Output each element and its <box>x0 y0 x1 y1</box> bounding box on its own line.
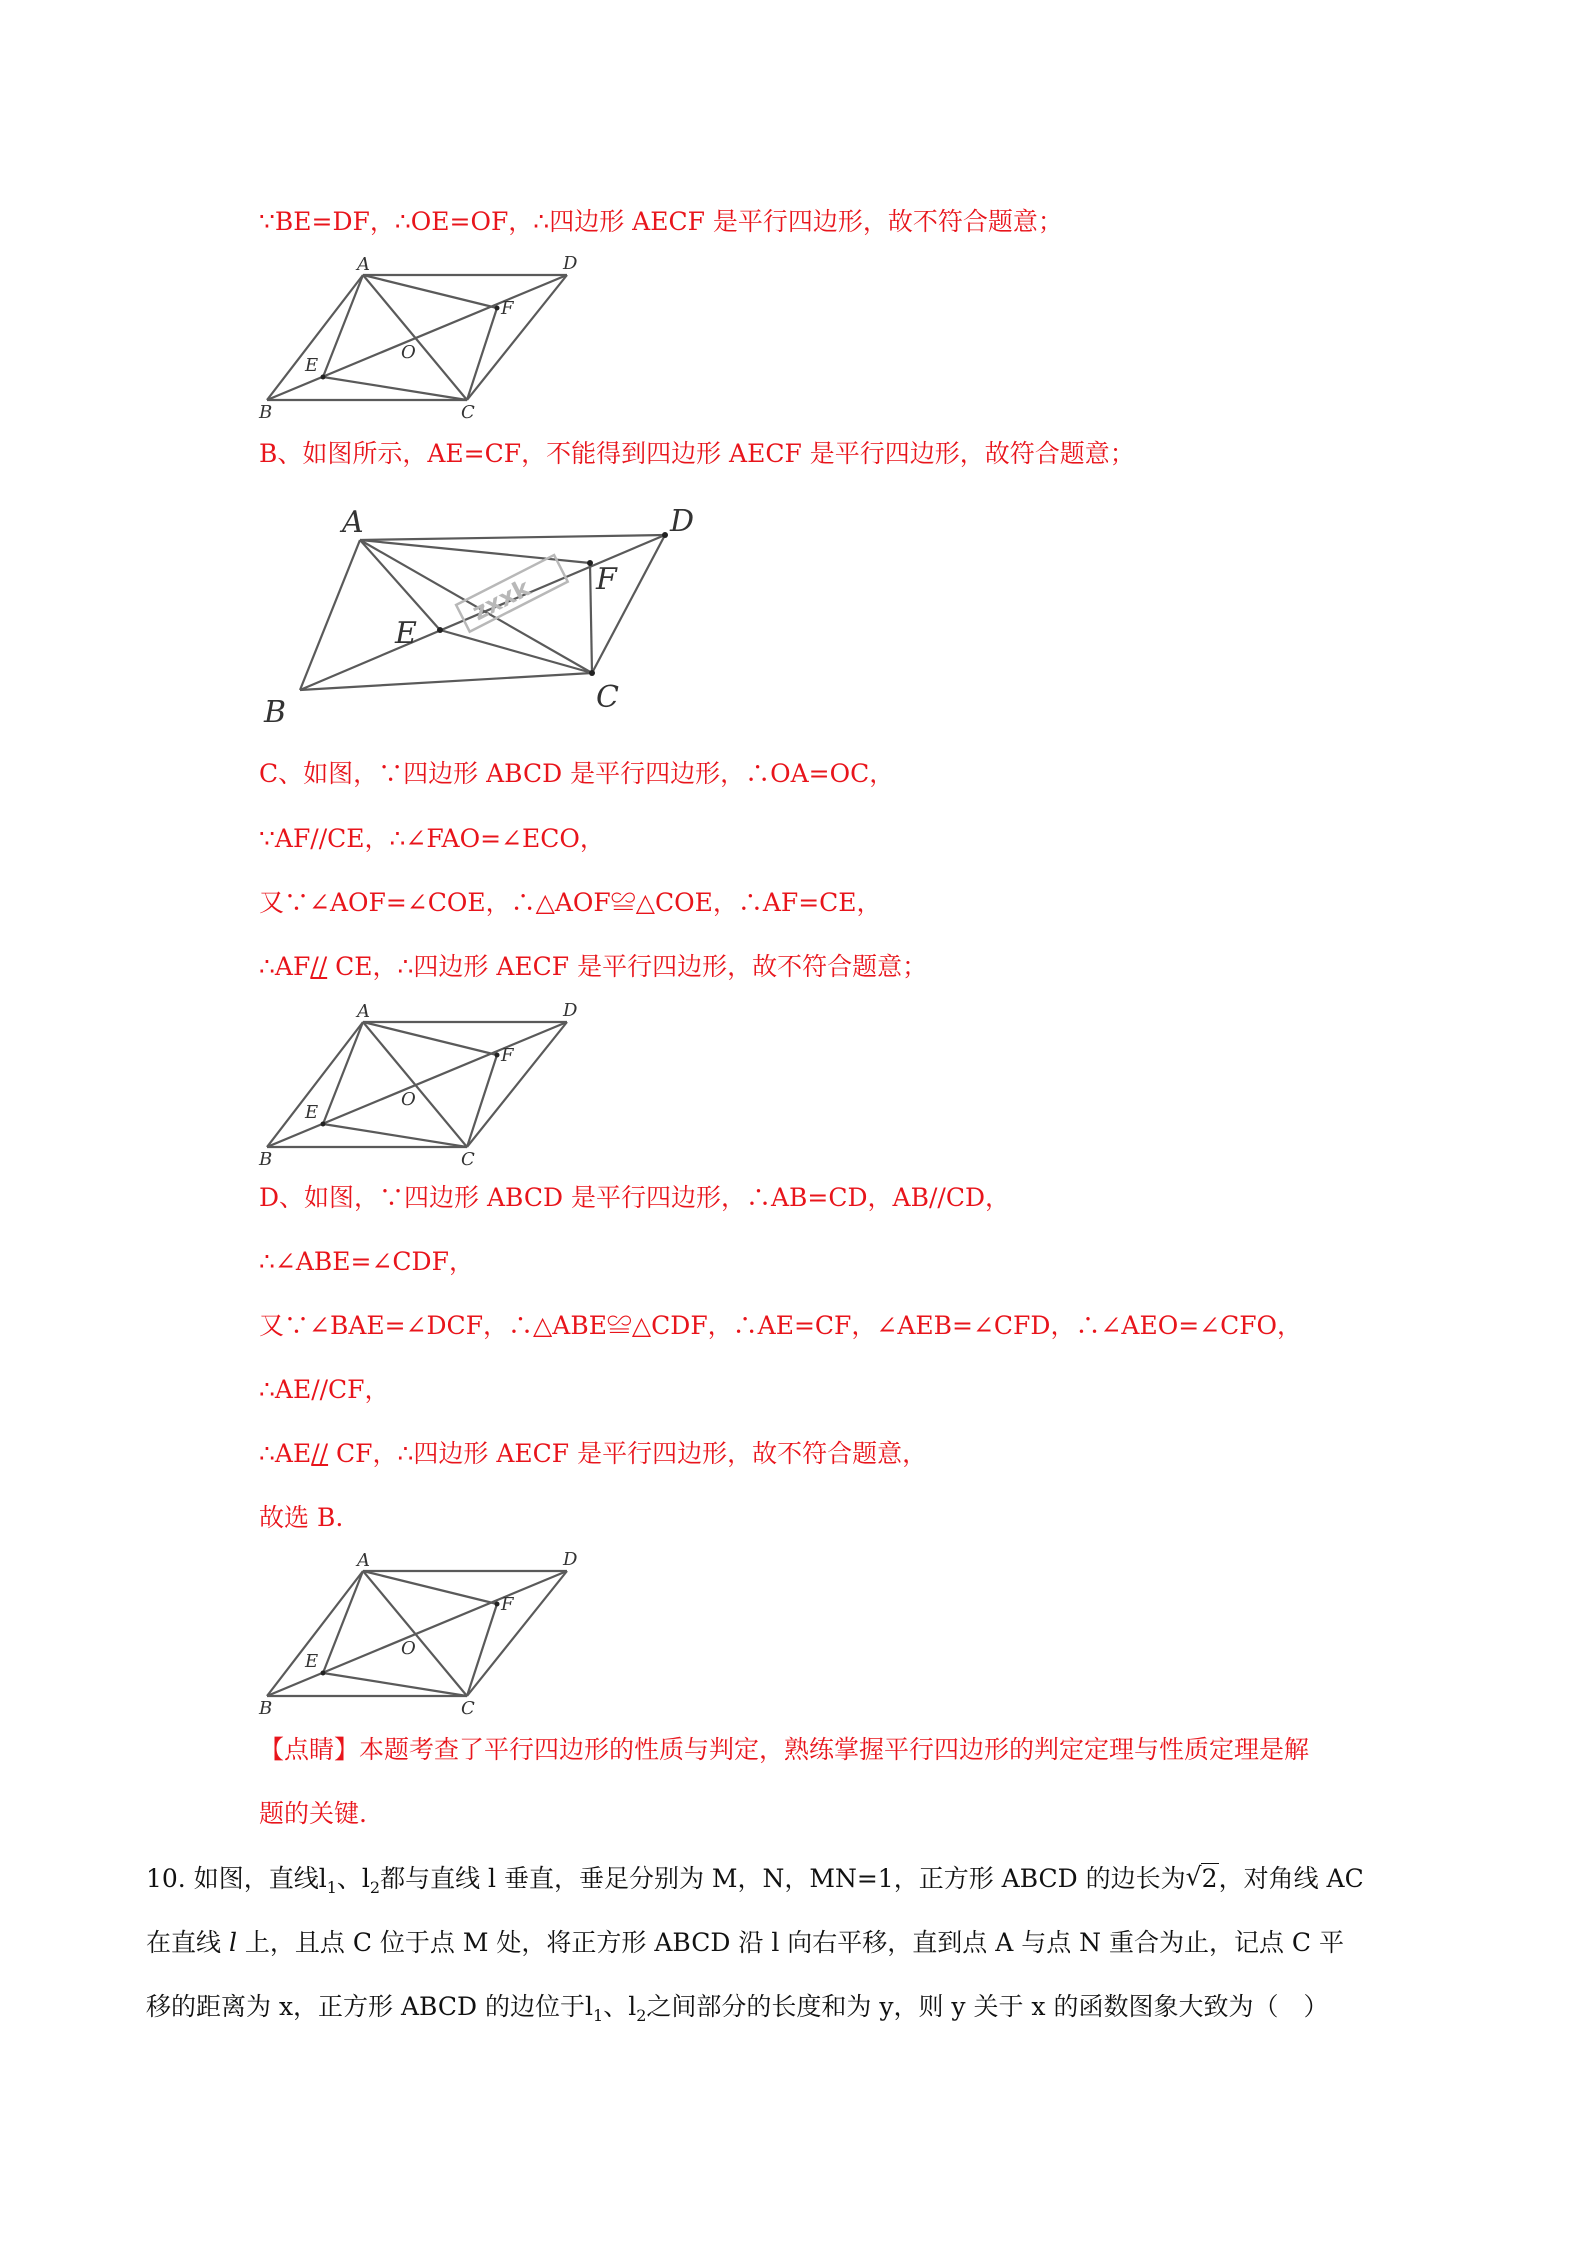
label-a: A <box>357 1550 370 1571</box>
label-d: D <box>563 1549 578 1570</box>
label-b: B <box>259 402 273 423</box>
label-f: F <box>501 1594 514 1615</box>
label-d: D <box>670 504 695 539</box>
label-a: A <box>357 254 370 275</box>
edge-ad <box>360 535 665 540</box>
solution-line-10: ∴AE//CF， <box>259 1375 390 1404</box>
label-b: B <box>264 695 287 730</box>
solution-line-11: ∴AE// CF，∴四边形 AECF 是平行四边形，故不符合题意， <box>259 1439 928 1468</box>
question-10-line-3: 移的距离为 x，正方形 ABCD 的边位于$l_1$、$l_2$之间部分的长度和为 y，则 y 关于 x 的函数图象大致为（ ） <box>146 1992 1329 2025</box>
label-e: E <box>305 1651 319 1672</box>
label-d: D <box>563 253 578 274</box>
edge-cd <box>467 275 567 400</box>
segment-af <box>363 275 497 308</box>
edge-cd <box>592 535 665 673</box>
label-a: A <box>357 1001 370 1022</box>
solution-line-12: 故选 B. <box>259 1503 344 1532</box>
segment-ec <box>440 630 592 673</box>
label-o: O <box>401 1089 416 1110</box>
question-10-line-2: 在直线 l 上，且点 C 位于点 M 处，将正方形 ABCD 沿 l 向右平移，直到点 A 与点 N 重合为止，记点 C 平 <box>146 1928 1344 1957</box>
label-e: E <box>305 1102 319 1123</box>
question-10-line-1: 10. 如图，直线$l_1$、$l_2$都与直线 l 垂直，垂足分别为 M，N，MN=1，正方形 ABCD 的边长为√ 2，对角线 AC <box>146 1862 1364 1896</box>
solution-line-9: 又∵∠BAE=∠DCF，∴△ABE≌△CDF，∴AE=CF，∠AEB=∠CFD，∴∠AEO=∠CFO， <box>259 1311 1303 1340</box>
label-o: O <box>401 1638 416 1659</box>
label-d: D <box>563 1000 578 1021</box>
parallelogram-figure-3 <box>255 997 578 1172</box>
solution-line-1: ∵BE=DF，∴OE=OF，∴四边形 AECF 是平行四边形，故不符合题意； <box>259 207 1063 236</box>
solution-line-4: ∵AF//CE，∴∠FAO=∠ECO， <box>259 824 605 853</box>
label-o: O <box>401 342 416 363</box>
segment-fc <box>467 308 497 400</box>
segment-ec <box>323 377 467 400</box>
label-f: F <box>596 562 617 597</box>
label-e: E <box>305 355 319 376</box>
segment-fc <box>590 563 592 673</box>
watermark-logo <box>456 555 568 632</box>
solution-line-6: ∴AF// CE，∴四边形 AECF 是平行四边形，故不符合题意； <box>259 952 928 981</box>
solution-line-5: 又∵∠AOF=∠COE，∴△AOF≌△COE，∴AF=CE， <box>259 888 882 917</box>
label-f: F <box>501 1045 514 1066</box>
label-a: A <box>342 505 364 540</box>
edge-bc <box>300 673 592 690</box>
parallelogram-figure-2 <box>250 495 720 730</box>
parallelogram-figure-4 <box>255 1546 578 1721</box>
svg-text:zxxk: zxxk <box>467 573 535 627</box>
solution-line-7: D、如图，∵四边形 ABCD 是平行四边形，∴AB=CD，AB//CD， <box>259 1183 1010 1212</box>
segment-bd <box>267 275 567 400</box>
solution-comment-line-2: 题的关键. <box>259 1799 367 1828</box>
solution-line-2: B、如图所示，AE=CF，不能得到四边形 AECF 是平行四边形，故符合题意； <box>259 439 1135 468</box>
label-c: C <box>461 402 475 423</box>
solution-line-3: C、如图，∵四边形 ABCD 是平行四边形，∴OA=OC， <box>259 759 895 788</box>
label-b: B <box>259 1149 273 1170</box>
solution-line-8: ∴∠ABE=∠CDF， <box>259 1247 474 1276</box>
label-c: C <box>461 1698 475 1719</box>
sqrt-symbol: √ 2 <box>1186 1862 1219 1896</box>
label-f: F <box>501 298 514 319</box>
label-e: E <box>395 616 417 651</box>
label-c: C <box>596 680 619 715</box>
parallelogram-figure-1 <box>255 250 578 425</box>
label-c: C <box>461 1149 475 1170</box>
label-b: B <box>259 1698 273 1719</box>
solution-comment-line-1: 【点睛】本题考查了平行四边形的性质与判定，熟练掌握平行四边形的判定定理与性质定理是解 <box>259 1735 1310 1764</box>
